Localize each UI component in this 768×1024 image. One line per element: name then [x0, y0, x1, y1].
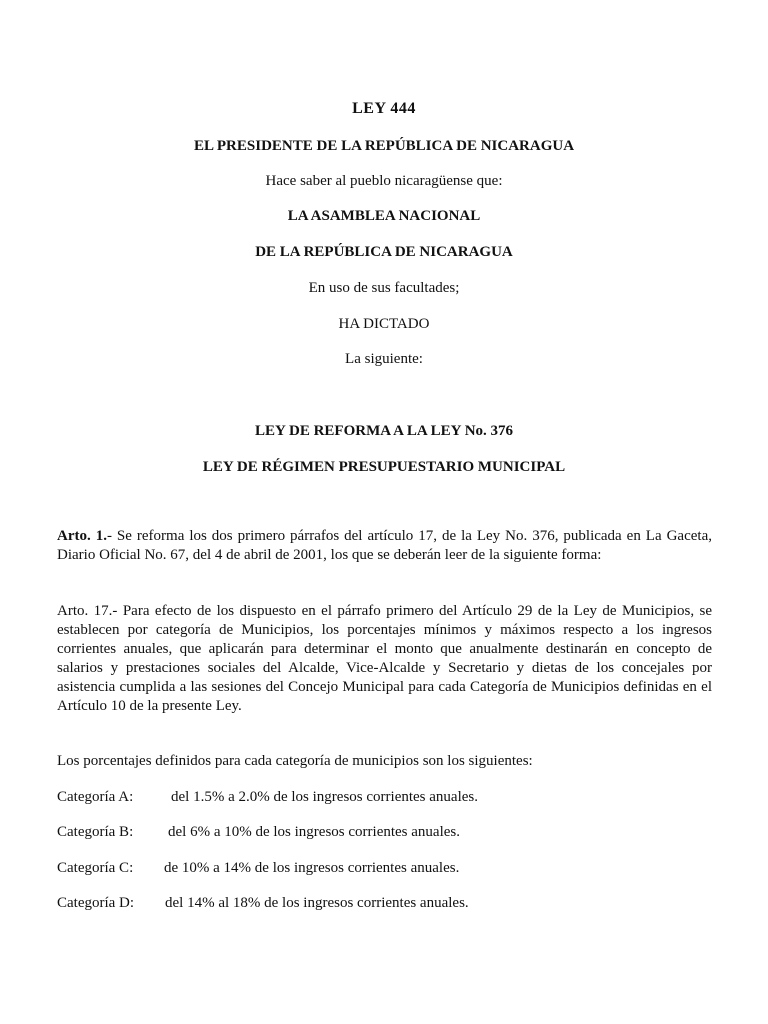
reform-title: LEY DE REFORMA A LA LEY No. 376 [254, 423, 514, 439]
category-c-label: Categoría C: [57, 860, 134, 876]
category-b-row [57, 823, 460, 841]
article-1-text: - Se reforma los dos primero párrafos del artículo 17, de la Ley No. 376, publicada en La Gaceta, Diario Oficial No. 67, del 4 de abril de 2001, los que se deberán leer de la siguiente forma: [57, 528, 712, 563]
dictated-line: HA DICTADO [338, 316, 430, 332]
article-1-paragraph [57, 527, 712, 565]
percentages-intro: Los porcentajes definidos para cada categoría de municipios son los siguientes: [57, 753, 533, 769]
president-line: EL PRESIDENTE DE LA REPÚBLICA DE NICARAGUA [193, 138, 575, 154]
category-a-range: del 1.5% a 2.0% de los ingresos corrientes anuales. [171, 789, 478, 805]
regime-title: LEY DE RÉGIMEN PRESUPUESTARIO MUNICIPAL [202, 459, 566, 475]
category-b-label: Categoría B: [57, 824, 134, 840]
category-b-range: del 6% a 10% de los ingresos corrientes anuales. [168, 824, 460, 840]
assembly-line-1: LA ASAMBLEA NACIONAL [287, 208, 481, 224]
category-d-label: Categoría D: [57, 895, 135, 911]
category-d-range: del 14% al 18% de los ingresos corrientes anuales. [165, 895, 469, 911]
following-line: La siguiente: [345, 351, 423, 367]
assembly-line-2: DE LA REPÚBLICA DE NICARAGUA [255, 244, 513, 260]
announce-line: Hace saber al pueblo nicaragüense que: [265, 173, 503, 189]
category-d-row [57, 894, 469, 912]
faculties-line: En uso de sus facultades; [308, 280, 460, 296]
category-a-label: Categoría A: [57, 789, 134, 805]
article-17-paragraph: Arto. 17.- Para efecto de los dispuesto en el párrafo primero del Artículo 29 de la Ley de Municipios, se establecen por categoría de Municipios, los porcentajes mínimos y máximos respecto a los ingresos corrientes anuales, que aplicarán para determinar el monto que anualmente destinarán en concepto de salarios y prestaciones sociales del Alcalde, Vice-Alcalde y Secretario y dietas de los concejales por asistencia cumplida a las sesiones del Concejo Municipal para cada Categoría de Municipios definidas en el Artículo 10 de la presente Ley. [57, 603, 712, 714]
law-title: LEY 444 [352, 100, 416, 117]
category-c-range: de 10% a 14% de los ingresos corrientes anuales. [164, 860, 460, 876]
category-c-row [57, 859, 459, 877]
category-a-row [57, 788, 478, 806]
article-1-label: Arto. 1. [57, 528, 107, 544]
